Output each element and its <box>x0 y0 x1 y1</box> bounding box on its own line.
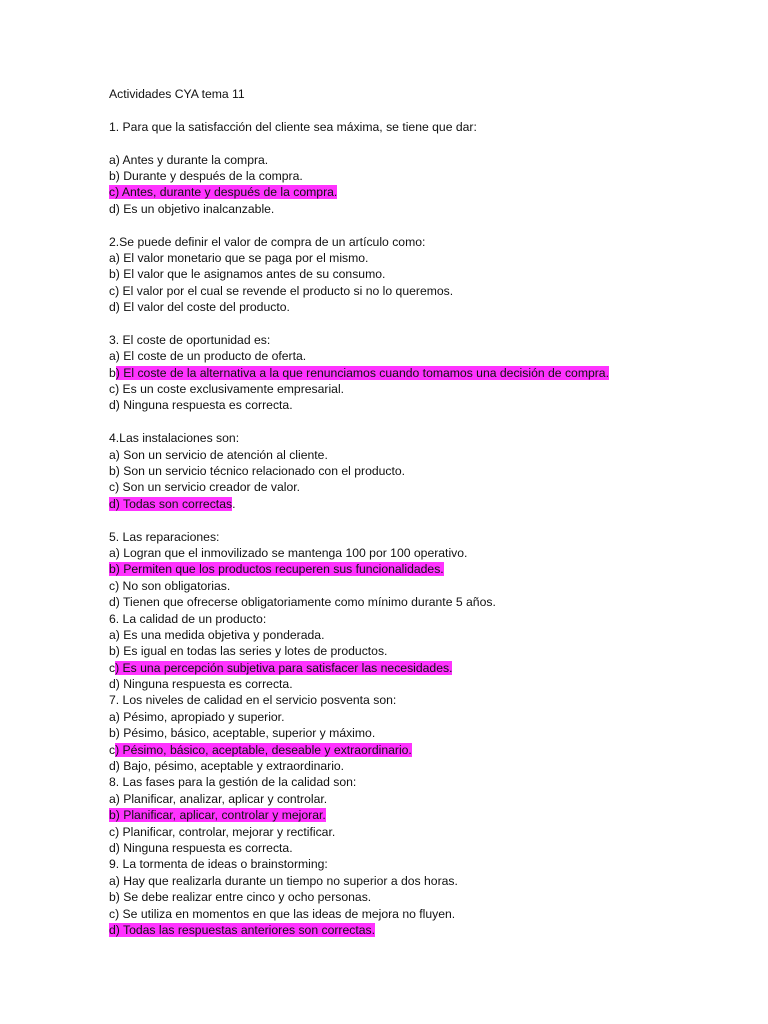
answer-option <box>109 578 729 594</box>
blank-line <box>109 414 729 430</box>
highlighted-answer-text: b) Permiten que los productos recuperen sus funcionalidades. <box>109 562 444 577</box>
highlighted-answer-text: ) Pésimo, básico, aceptable, deseable y extraordinario. <box>115 742 412 757</box>
answer-option <box>109 283 729 299</box>
question-text: 4.Las instalaciones son: <box>109 431 240 446</box>
answer-text: b) Se debe realizar entre cinco y ocho personas. <box>109 890 372 905</box>
answer-text: a) Planificar, analizar, aplicar y controlar. <box>109 791 328 806</box>
answer-option <box>109 791 729 807</box>
answer-text: a) El coste de un producto de oferta. <box>109 349 307 364</box>
question-text: 8. Las fases para la gestión de la calidad son: <box>109 775 357 790</box>
answer-text: a) Antes y durante la compra. <box>109 152 269 167</box>
answer-text: b) Pésimo, básico, aceptable, superior y máximo. <box>109 726 376 741</box>
answer-text: a) Es una medida objetiva y ponderada. <box>109 627 325 642</box>
answer-option-highlighted <box>109 742 729 758</box>
answer-option <box>109 594 729 610</box>
answer-option <box>109 758 729 774</box>
answer-prefix: c <box>109 742 116 757</box>
answer-text: a) Son un servicio de atención al cliente. <box>109 447 328 462</box>
question-text: 1. Para que la satisfacción del cliente sea máxima, se tiene que dar: <box>109 119 477 134</box>
answer-option <box>109 873 729 889</box>
question-text: 9. La tormenta de ideas o brainstorming: <box>109 857 328 872</box>
answer-option <box>109 824 729 840</box>
answer-option <box>109 725 729 741</box>
answer-text: d) Ninguna respuesta es correcta. <box>109 840 293 855</box>
question-text: 2.Se puede definir el valor de compra de un artículo como: <box>109 234 426 249</box>
answer-text: a) Hay que realizarla durante un tiempo no superior a dos horas. <box>109 873 458 888</box>
answer-text: d) El valor del coste del producto. <box>109 300 290 315</box>
highlighted-answer-text: ) El coste de la alternativa a la que renunciamos cuando tomamos una decisión de compra. <box>115 365 609 380</box>
blank-line <box>109 102 729 118</box>
answer-text: a) El valor monetario que se paga por el mismo. <box>109 250 369 265</box>
answer-option-highlighted <box>109 561 729 577</box>
document-content <box>109 86 729 938</box>
answer-text: d) Bajo, pésimo, aceptable y extraordinario. <box>109 759 345 774</box>
question-text: 3. El coste de oportunidad es: <box>109 332 271 347</box>
highlighted-answer-text: b) Planificar, aplicar, controlar y mejorar. <box>109 808 326 823</box>
answer-text: b) Son un servicio técnico relacionado con el producto. <box>109 463 406 478</box>
answer-text: d) Ninguna respuesta es correcta. <box>109 398 293 413</box>
answer-option <box>109 676 729 692</box>
answer-option-highlighted <box>109 496 729 512</box>
answer-option <box>109 545 729 561</box>
answer-text: d) Ninguna respuesta es correcta. <box>109 677 293 692</box>
answer-option <box>109 201 729 217</box>
answer-option <box>109 266 729 282</box>
answer-text: b) Es igual en todas las series y lotes de productos. <box>109 644 388 659</box>
answer-prefix: c <box>109 660 116 675</box>
answer-option-highlighted <box>109 184 729 200</box>
answer-option <box>109 152 729 168</box>
answer-option <box>109 479 729 495</box>
blank-line <box>109 512 729 528</box>
answer-text: c) Planificar, controlar, mejorar y rectificar. <box>109 824 336 839</box>
answer-option <box>109 889 729 905</box>
blank-line <box>109 217 729 233</box>
answer-option <box>109 299 729 315</box>
answer-option <box>109 643 729 659</box>
blank-line <box>109 135 729 151</box>
answer-text: c) Son un servicio creador de valor. <box>109 480 301 495</box>
answer-option <box>109 463 729 479</box>
answer-text: a) Pésimo, apropiado y superior. <box>109 709 285 724</box>
answer-option <box>109 168 729 184</box>
answer-option-highlighted <box>109 660 729 676</box>
answer-text: c) El valor por el cual se revende el producto si no lo queremos. <box>109 283 454 298</box>
answer-option <box>109 397 729 413</box>
answer-text: d) Es un objetivo inalcanzable. <box>109 201 275 216</box>
answer-suffix: . <box>232 496 236 511</box>
answer-text: d) Tienen que ofrecerse obligatoriamente como mínimo durante 5 años. <box>109 595 496 610</box>
question-text: 5. Las reparaciones: <box>109 529 220 544</box>
highlighted-answer-text: c) Antes, durante y después de la compra. <box>109 185 338 200</box>
highlighted-answer-text: d) Todas son correctas <box>109 496 233 511</box>
answer-option <box>109 447 729 463</box>
answer-option-highlighted <box>109 807 729 823</box>
answer-option <box>109 348 729 364</box>
question-text: 7. Los niveles de calidad en el servicio posventa son: <box>109 693 397 708</box>
answer-option-highlighted <box>109 365 729 381</box>
document-title: Actividades CYA tema 11 <box>109 87 245 101</box>
question-text: 6. La calidad de un producto: <box>109 611 267 626</box>
highlighted-answer-text: ) Es una percepción subjetiva para satisfacer las necesidades. <box>115 660 453 675</box>
answer-prefix: b <box>109 365 116 380</box>
answer-text: c) No son obligatorias. <box>109 578 231 593</box>
answer-text: b) El valor que le asignamos antes de su consumo. <box>109 267 386 282</box>
answer-option <box>109 840 729 856</box>
answer-option <box>109 250 729 266</box>
answer-option <box>109 906 729 922</box>
blank-line <box>109 315 729 331</box>
answer-option <box>109 627 729 643</box>
highlighted-answer-text: d) Todas las respuestas anteriores son correctas. <box>109 922 375 937</box>
answer-option <box>109 709 729 725</box>
answer-option <box>109 381 729 397</box>
answer-text: b) Durante y después de la compra. <box>109 168 303 183</box>
answer-text: c) Es un coste exclusivamente empresarial. <box>109 382 345 397</box>
answer-option-highlighted <box>109 922 729 938</box>
answer-text: c) Se utiliza en momentos en que las ideas de mejora no fluyen. <box>109 906 456 921</box>
answer-text: a) Logran que el inmovilizado se mantenga 100 por 100 operativo. <box>109 545 468 560</box>
